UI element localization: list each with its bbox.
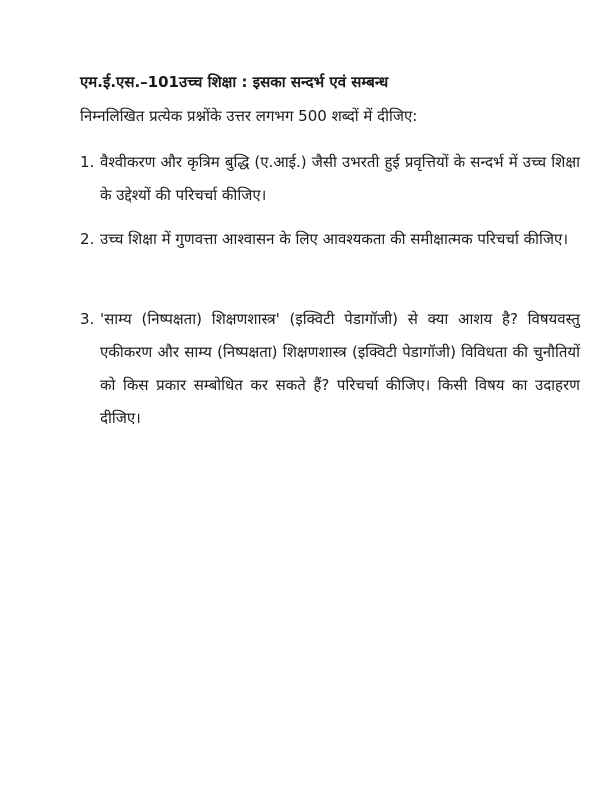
question-item (80, 146, 580, 212)
question-text: 'साम्य (निष्पक्षता) शिक्षणशास्त्र' (इक्विटी पेडागॉजी) से क्या आशय है? विषयवस्तु एकीकरण और साम्य (निष्पक्षता) शिक्षणशास्त्र (इक्विटी पेडागॉजी) विविधता की चुनौतियों को किस प्रकार सम्बोधित कर सकते हैं? परिचर्चा कीजिए। किसी विषय का उदाहरण दीजिए। (100, 310, 580, 427)
instruction-text: निम्नलिखित प्रत्येक प्रश्नोंके उत्तर लगभग 500 शब्दों में दीजिए: (80, 107, 418, 125)
question-number: 1. (80, 153, 95, 171)
question-text: वैश्वीकरण और कृत्रिम बुद्धि (ए.आई.) जैसी उभरती हुई प्रवृत्तियों के सन्दर्भ में उच्च शिक्षा के उद्देश्यों की परिचर्चा कीजिए। (100, 153, 580, 204)
question-item (80, 223, 580, 256)
question-number: 3. (80, 310, 95, 328)
question-item (80, 303, 580, 435)
document-title: एम.ई.एस.–101उच्च शिक्षा : इसका सन्दर्भ एवं सम्बन्ध (80, 73, 389, 91)
question-number: 2. (80, 230, 95, 248)
question-text: उच्च शिक्षा में गुणवत्ता आश्वासन के लिए आवश्यकता की समीक्षात्मक परिचर्चा कीजिए। (100, 230, 569, 248)
